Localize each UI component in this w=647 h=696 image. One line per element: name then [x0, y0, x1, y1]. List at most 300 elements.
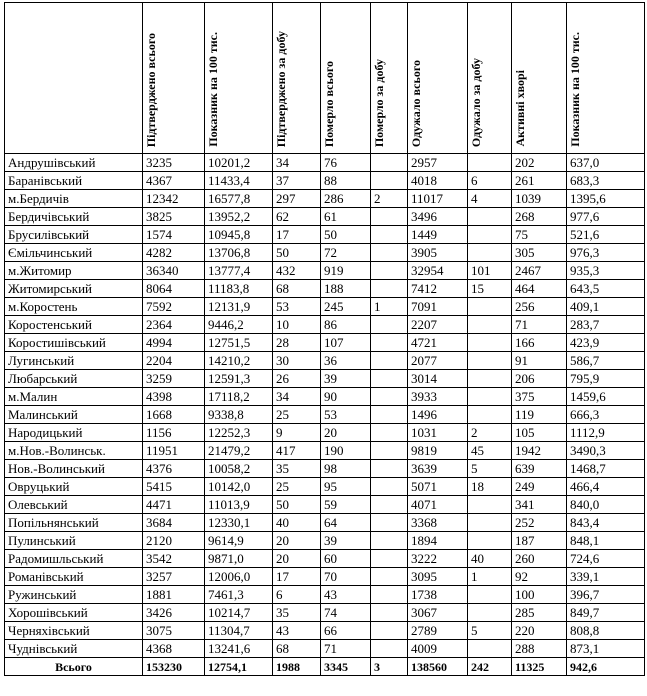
table-cell: 5	[468, 622, 512, 640]
table-cell: 3259	[143, 370, 205, 388]
column-header	[567, 3, 645, 154]
table-cell: 4071	[408, 496, 468, 514]
table-cell: 18	[468, 478, 512, 496]
table-cell	[371, 550, 408, 568]
district-name-cell: Хорошівський	[5, 604, 143, 622]
table-cell: 245	[321, 298, 371, 316]
table-cell: 3542	[143, 550, 205, 568]
table-cell	[371, 316, 408, 334]
table-cell: 9614,9	[205, 532, 273, 550]
table-cell: 1031	[408, 424, 468, 442]
table-cell: 639	[512, 460, 567, 478]
table-row	[5, 622, 645, 640]
table-cell: 86	[321, 316, 371, 334]
table-cell: 297	[273, 190, 321, 208]
table-cell: 13241,6	[205, 640, 273, 658]
table-cell: 260	[512, 550, 567, 568]
table-cell: 840,0	[567, 496, 645, 514]
column-header	[205, 3, 273, 154]
table-cell	[371, 172, 408, 190]
table-cell: 808,8	[567, 622, 645, 640]
column-header	[371, 3, 408, 154]
table-cell	[371, 496, 408, 514]
total-row	[5, 658, 645, 676]
table-cell: 873,1	[567, 640, 645, 658]
table-cell: 11433,4	[205, 172, 273, 190]
table-cell: 34	[273, 154, 321, 172]
table-cell: 66	[321, 622, 371, 640]
table-cell	[468, 496, 512, 514]
table-cell: 21479,2	[205, 442, 273, 460]
table-cell	[371, 568, 408, 586]
table-cell: 2	[371, 190, 408, 208]
table-cell: 3222	[408, 550, 468, 568]
table-row	[5, 550, 645, 568]
table-cell: 4398	[143, 388, 205, 406]
table-cell: 92	[512, 568, 567, 586]
table-cell: 10214,7	[205, 604, 273, 622]
table-cell: 464	[512, 280, 567, 298]
table-cell: 25	[273, 406, 321, 424]
table-row	[5, 460, 645, 478]
district-name-cell: Ємільчинський	[5, 244, 143, 262]
table-row	[5, 424, 645, 442]
table-cell: 11017	[408, 190, 468, 208]
district-name-cell: м.Малин	[5, 388, 143, 406]
table-cell: 919	[321, 262, 371, 280]
column-header	[321, 3, 371, 154]
district-name-cell: Коростишівський	[5, 334, 143, 352]
column-header-label: Показник на 100 тис.	[206, 32, 220, 147]
total-cell: 153230	[143, 658, 205, 676]
district-name-cell: Нов.-Волинський	[5, 460, 143, 478]
table-cell: 20	[273, 550, 321, 568]
table-cell: 14210,2	[205, 352, 273, 370]
table-cell: 849,7	[567, 604, 645, 622]
table-cell: 53	[273, 298, 321, 316]
table-cell: 3067	[408, 604, 468, 622]
table-cell: 977,6	[567, 208, 645, 226]
table-cell: 11951	[143, 442, 205, 460]
table-row	[5, 532, 645, 550]
table-cell: 68	[273, 280, 321, 298]
table-cell: 4367	[143, 172, 205, 190]
total-label: Всього	[5, 658, 143, 676]
table-cell: 1468,7	[567, 460, 645, 478]
table-cell: 20	[321, 424, 371, 442]
table-cell: 98	[321, 460, 371, 478]
table-row	[5, 298, 645, 316]
table-row	[5, 226, 645, 244]
statistics-table	[4, 2, 645, 676]
table-cell: 12330,1	[205, 514, 273, 532]
table-cell: 2467	[512, 262, 567, 280]
table-cell: 2207	[408, 316, 468, 334]
table-cell: 6	[468, 172, 512, 190]
table-cell: 1395,6	[567, 190, 645, 208]
table-cell: 1449	[408, 226, 468, 244]
table-cell: 12342	[143, 190, 205, 208]
table-cell: 17118,2	[205, 388, 273, 406]
table-cell: 28	[273, 334, 321, 352]
table-cell	[371, 622, 408, 640]
table-cell: 100	[512, 586, 567, 604]
table-cell	[371, 532, 408, 550]
table-cell: 101	[468, 262, 512, 280]
district-name-cell: м.Бердичів	[5, 190, 143, 208]
table-cell: 71	[321, 640, 371, 658]
column-header	[143, 3, 205, 154]
table-cell	[371, 586, 408, 604]
table-cell: 9871,0	[205, 550, 273, 568]
table-cell: 466,4	[567, 478, 645, 496]
table-cell: 1459,6	[567, 388, 645, 406]
table-cell: 2364	[143, 316, 205, 334]
table-cell: 10142,0	[205, 478, 273, 496]
table-row	[5, 568, 645, 586]
table-cell: 76	[321, 154, 371, 172]
table-cell: 30	[273, 352, 321, 370]
table-cell: 75	[512, 226, 567, 244]
table-cell: 32954	[408, 262, 468, 280]
table-row	[5, 604, 645, 622]
table-cell: 43	[321, 586, 371, 604]
total-cell: 3345	[321, 658, 371, 676]
column-header-label: Підтверджено за добу	[274, 30, 288, 147]
table-cell: 7592	[143, 298, 205, 316]
table-cell: 268	[512, 208, 567, 226]
table-cell: 50	[273, 496, 321, 514]
table-cell: 3095	[408, 568, 468, 586]
table-row	[5, 370, 645, 388]
table-cell	[371, 478, 408, 496]
table-cell: 40	[273, 514, 321, 532]
table-header	[5, 3, 645, 154]
table-cell: 288	[512, 640, 567, 658]
table-cell: 4018	[408, 172, 468, 190]
table-cell	[468, 316, 512, 334]
table-cell: 8064	[143, 280, 205, 298]
total-cell: 242	[468, 658, 512, 676]
table-cell: 1574	[143, 226, 205, 244]
table-cell: 339,1	[567, 568, 645, 586]
table-cell: 62	[273, 208, 321, 226]
table-cell: 39	[321, 532, 371, 550]
table-row	[5, 316, 645, 334]
table-cell	[371, 208, 408, 226]
table-cell	[468, 514, 512, 532]
column-header	[408, 3, 468, 154]
table-cell: 3014	[408, 370, 468, 388]
column-header-label: Одужало всього	[409, 59, 423, 147]
district-name-cell: Народицький	[5, 424, 143, 442]
table-cell: 4471	[143, 496, 205, 514]
district-name-cell: Малинський	[5, 406, 143, 424]
table-cell	[371, 460, 408, 478]
table-cell: 375	[512, 388, 567, 406]
table-cell	[468, 244, 512, 262]
column-header-label: Підтверджено всього	[144, 32, 158, 147]
table-cell: 9	[273, 424, 321, 442]
table-row	[5, 262, 645, 280]
column-header-label: Одужало за добу	[469, 57, 483, 147]
table-cell: 64	[321, 514, 371, 532]
table-cell: 261	[512, 172, 567, 190]
table-cell: 202	[512, 154, 567, 172]
table-cell: 666,3	[567, 406, 645, 424]
table-cell: 252	[512, 514, 567, 532]
total-cell: 138560	[408, 658, 468, 676]
district-name-cell: Брусилівський	[5, 226, 143, 244]
district-name-cell: Радомишльський	[5, 550, 143, 568]
district-name-cell: Андрушівський	[5, 154, 143, 172]
table-cell: 637,0	[567, 154, 645, 172]
district-name-cell: Ружинський	[5, 586, 143, 604]
table-cell: 3684	[143, 514, 205, 532]
table-cell: 3496	[408, 208, 468, 226]
table-cell: 4368	[143, 640, 205, 658]
column-header-label: Померло за добу	[372, 58, 386, 147]
table-cell: 43	[273, 622, 321, 640]
table-cell: 50	[273, 244, 321, 262]
table-cell: 107	[321, 334, 371, 352]
table-cell: 5	[468, 460, 512, 478]
district-name-cell: м.Коростень	[5, 298, 143, 316]
table-cell: 848,1	[567, 532, 645, 550]
table-cell	[371, 334, 408, 352]
table-cell: 683,3	[567, 172, 645, 190]
table-cell: 39	[321, 370, 371, 388]
table-cell: 3490,3	[567, 442, 645, 460]
table-cell	[371, 640, 408, 658]
table-cell: 2120	[143, 532, 205, 550]
total-cell: 12754,1	[205, 658, 273, 676]
table-footer	[5, 658, 645, 676]
table-cell: 61	[321, 208, 371, 226]
district-name-cell: Черняхівський	[5, 622, 143, 640]
table-cell: 724,6	[567, 550, 645, 568]
table-cell	[468, 586, 512, 604]
table-cell	[371, 406, 408, 424]
table-cell	[468, 298, 512, 316]
table-cell: 36	[321, 352, 371, 370]
table-row	[5, 190, 645, 208]
table-cell: 409,1	[567, 298, 645, 316]
table-row	[5, 496, 645, 514]
table-cell: 4721	[408, 334, 468, 352]
table-cell: 4376	[143, 460, 205, 478]
table-cell: 166	[512, 334, 567, 352]
district-name-cell: м.Нов.-Волинськ.	[5, 442, 143, 460]
table-cell: 2204	[143, 352, 205, 370]
column-header	[273, 3, 321, 154]
table-cell	[371, 388, 408, 406]
table-cell: 305	[512, 244, 567, 262]
table-cell	[371, 604, 408, 622]
table-row	[5, 244, 645, 262]
table-cell: 35	[273, 460, 321, 478]
table-cell: 35	[273, 604, 321, 622]
district-name-cell: Житомирський	[5, 280, 143, 298]
table-cell: 2957	[408, 154, 468, 172]
table-cell: 37	[273, 172, 321, 190]
table-cell: 72	[321, 244, 371, 262]
table-cell: 3905	[408, 244, 468, 262]
table-cell: 1	[468, 568, 512, 586]
table-cell: 396,7	[567, 586, 645, 604]
table-cell: 95	[321, 478, 371, 496]
table-row	[5, 514, 645, 532]
table-cell: 11304,7	[205, 622, 273, 640]
table-cell: 3639	[408, 460, 468, 478]
table-cell: 105	[512, 424, 567, 442]
table-cell: 4282	[143, 244, 205, 262]
column-header	[468, 3, 512, 154]
table-cell: 1	[371, 298, 408, 316]
table-cell: 11183,8	[205, 280, 273, 298]
table-cell	[371, 514, 408, 532]
table-cell: 586,7	[567, 352, 645, 370]
table-row	[5, 406, 645, 424]
table-cell: 25	[273, 478, 321, 496]
table-cell: 6	[273, 586, 321, 604]
table-cell: 12252,3	[205, 424, 273, 442]
table-cell: 4994	[143, 334, 205, 352]
total-cell: 11325	[512, 658, 567, 676]
table-cell: 5415	[143, 478, 205, 496]
table-cell: 88	[321, 172, 371, 190]
table-cell: 1738	[408, 586, 468, 604]
table-cell: 341	[512, 496, 567, 514]
table-row	[5, 586, 645, 604]
table-cell	[371, 262, 408, 280]
table-cell: 40	[468, 550, 512, 568]
table-cell: 13777,4	[205, 262, 273, 280]
total-cell: 942,6	[567, 658, 645, 676]
table-row	[5, 352, 645, 370]
table-body	[5, 154, 645, 658]
table-row	[5, 334, 645, 352]
table-cell	[468, 226, 512, 244]
table-row	[5, 154, 645, 172]
table-cell	[371, 226, 408, 244]
table-cell: 91	[512, 352, 567, 370]
table-cell: 70	[321, 568, 371, 586]
district-name-cell: Чуднівський	[5, 640, 143, 658]
table-cell: 12131,9	[205, 298, 273, 316]
table-cell: 17	[273, 568, 321, 586]
table-cell: 1881	[143, 586, 205, 604]
table-cell: 2789	[408, 622, 468, 640]
table-cell: 10058,2	[205, 460, 273, 478]
table-cell: 417	[273, 442, 321, 460]
table-cell: 4009	[408, 640, 468, 658]
table-cell	[468, 604, 512, 622]
district-name-cell: Романівський	[5, 568, 143, 586]
table-cell: 283,7	[567, 316, 645, 334]
table-cell: 13952,2	[205, 208, 273, 226]
table-cell: 1668	[143, 406, 205, 424]
district-name-cell: Бердичівський	[5, 208, 143, 226]
table-cell	[468, 640, 512, 658]
table-cell: 10201,2	[205, 154, 273, 172]
district-name-cell: Любарський	[5, 370, 143, 388]
table-cell: 10	[273, 316, 321, 334]
table-cell: 2077	[408, 352, 468, 370]
table-cell: 249	[512, 478, 567, 496]
table-cell	[468, 334, 512, 352]
table-cell: 59	[321, 496, 371, 514]
district-name-cell: м.Житомир	[5, 262, 143, 280]
table-cell: 2	[468, 424, 512, 442]
table-cell: 1156	[143, 424, 205, 442]
table-cell: 795,9	[567, 370, 645, 388]
table-cell: 643,5	[567, 280, 645, 298]
table-cell: 119	[512, 406, 567, 424]
table-cell: 9819	[408, 442, 468, 460]
table-cell: 53	[321, 406, 371, 424]
table-cell: 12006,0	[205, 568, 273, 586]
district-name-cell: Лугинський	[5, 352, 143, 370]
table-cell: 68	[273, 640, 321, 658]
table-cell: 976,3	[567, 244, 645, 262]
table-cell	[371, 244, 408, 262]
table-cell: 3426	[143, 604, 205, 622]
table-cell: 1496	[408, 406, 468, 424]
table-cell: 188	[321, 280, 371, 298]
table-cell: 187	[512, 532, 567, 550]
table-cell: 1039	[512, 190, 567, 208]
table-cell: 3075	[143, 622, 205, 640]
table-cell: 10945,8	[205, 226, 273, 244]
table-cell: 17	[273, 226, 321, 244]
table-cell: 935,3	[567, 262, 645, 280]
table-cell: 7461,3	[205, 586, 273, 604]
table-cell	[371, 154, 408, 172]
table-cell: 1894	[408, 532, 468, 550]
table-cell	[468, 370, 512, 388]
table-cell	[371, 442, 408, 460]
total-cell: 1988	[273, 658, 321, 676]
total-cell: 3	[371, 658, 408, 676]
table-cell: 60	[321, 550, 371, 568]
table-cell: 9338,8	[205, 406, 273, 424]
column-header-label: Померло всього	[322, 60, 336, 147]
table-row	[5, 208, 645, 226]
column-header-label	[5, 143, 9, 149]
table-cell: 45	[468, 442, 512, 460]
table-cell: 1942	[512, 442, 567, 460]
table-row	[5, 640, 645, 658]
table-cell: 26	[273, 370, 321, 388]
column-header-label: Активні хворі	[513, 70, 527, 147]
table-cell: 206	[512, 370, 567, 388]
table-row	[5, 442, 645, 460]
table-cell	[468, 532, 512, 550]
table-row	[5, 478, 645, 496]
table-cell: 843,4	[567, 514, 645, 532]
table-cell	[371, 370, 408, 388]
table-cell: 1112,9	[567, 424, 645, 442]
table-cell	[468, 406, 512, 424]
table-cell: 50	[321, 226, 371, 244]
table-cell	[468, 352, 512, 370]
district-name-cell: Коростенський	[5, 316, 143, 334]
table-cell: 36340	[143, 262, 205, 280]
header-row	[5, 3, 645, 154]
table-cell: 3825	[143, 208, 205, 226]
table-cell: 74	[321, 604, 371, 622]
